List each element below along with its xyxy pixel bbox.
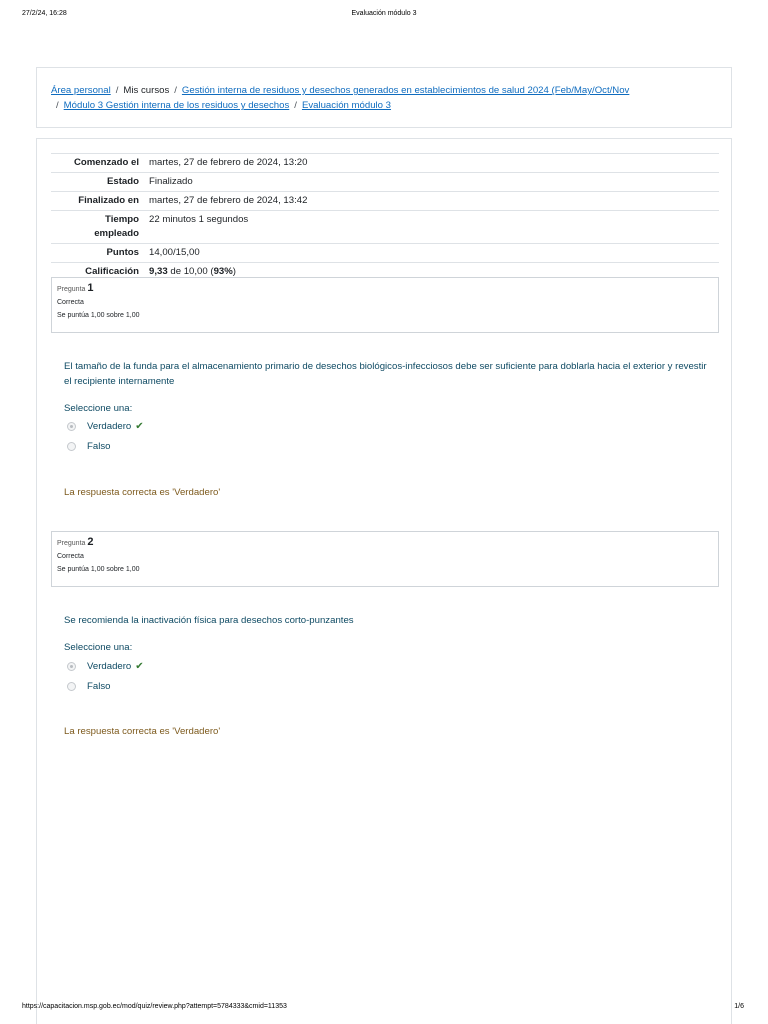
summary-value: 22 minutos 1 segundos — [149, 214, 249, 225]
page-number: 1/6 — [734, 1003, 744, 1010]
answer-option-label: Falso — [87, 440, 111, 452]
summary-value: martes, 27 de febrero de 2024, 13:42 — [149, 195, 308, 206]
answer-option[interactable] — [67, 439, 110, 453]
answer-option-label: Verdadero — [87, 660, 132, 672]
question-state: Correcta — [57, 553, 84, 560]
breadcrumb-separator: / — [56, 100, 59, 111]
question-number: 2 — [87, 536, 94, 548]
breadcrumb-separator: / — [174, 85, 177, 96]
question-info-box — [51, 277, 719, 333]
question-info-box — [51, 531, 719, 587]
radio-button[interactable] — [67, 422, 76, 431]
answer-option[interactable] — [67, 419, 144, 433]
summary-label: Estado — [107, 176, 139, 187]
print-footer — [0, 1003, 768, 1015]
summary-label-line2: empleado — [94, 228, 139, 239]
question-label: Pregunta — [57, 540, 86, 547]
attempt-summary-table — [51, 153, 719, 282]
summary-row-state — [51, 173, 719, 192]
answer-option-label: Falso — [87, 680, 111, 692]
question-mark: Se puntúa 1,00 sobre 1,00 — [57, 566, 140, 573]
answer-option-label: Verdadero — [87, 420, 132, 432]
print-date: 27/2/24, 16:28 — [22, 10, 67, 17]
print-url: https://capacitacion.msp.gob.ec/mod/quiz/review.php?attempt=5784333&cmid=11353 — [22, 1003, 287, 1010]
grade-of-text: de 10,00 ( — [167, 266, 214, 277]
summary-label: Calificación — [85, 266, 139, 277]
breadcrumb-separator: / — [115, 85, 119, 96]
print-title: Evaluación módulo 3 — [351, 10, 417, 17]
question-text: El tamaño de la funda para el almacenamiento primario de desechos biológicos-infecciosos debe ser suficiente para doblarla hacia el exterior y revestir el recipiente internamente — [64, 361, 707, 387]
question-mark: Se puntúa 1,00 sobre 1,00 — [57, 312, 140, 319]
question-number: 1 — [87, 282, 94, 294]
summary-value: Finalizado — [149, 176, 193, 187]
summary-label-line1: Tiempo — [105, 214, 139, 225]
answer-prompt: Seleccione una: — [64, 403, 133, 414]
breadcrumb-course-link[interactable]: Gestión interna de residuos y desechos generados en establecimientos de salud 2024 (Feb/May/Oct/Nov — [181, 85, 630, 96]
answer-prompt: Seleccione una: — [64, 642, 133, 653]
correct-answer-feedback: La respuesta correcta es 'Verdadero' — [64, 726, 221, 737]
correct-answer-feedback: La respuesta correcta es 'Verdadero' — [64, 487, 221, 498]
quiz-review-region — [36, 138, 732, 1024]
radio-button[interactable] — [67, 662, 76, 671]
answer-option[interactable] — [67, 679, 110, 693]
answer-option[interactable] — [67, 659, 144, 673]
checkmark-icon: ✔ — [135, 660, 144, 672]
summary-row-finished — [51, 192, 719, 211]
summary-row-started — [51, 154, 719, 173]
grade-close: ) — [232, 266, 236, 277]
summary-label: Puntos — [106, 247, 139, 258]
breadcrumb-quiz-link[interactable]: Evaluación módulo 3 — [301, 100, 392, 111]
summary-value: martes, 27 de febrero de 2024, 13:20 — [149, 157, 308, 168]
summary-value: 14,00/15,00 — [149, 247, 200, 258]
radio-button[interactable] — [67, 682, 76, 691]
summary-label: Comenzado el — [73, 157, 139, 168]
breadcrumb-home-link[interactable]: Área personal — [51, 85, 111, 96]
grade-percent: 93% — [213, 266, 233, 277]
summary-row-time-taken — [51, 211, 719, 244]
question-label: Pregunta — [57, 286, 86, 293]
summary-row-marks — [51, 244, 719, 263]
breadcrumb-separator: / — [294, 100, 297, 111]
breadcrumb-module-link[interactable]: Módulo 3 Gestión interna de los residuos y desechos — [63, 100, 290, 111]
question-text: Se recomienda la inactivación física para desechos corto-punzantes — [64, 615, 354, 626]
breadcrumb — [36, 67, 732, 128]
print-header — [0, 10, 768, 22]
question-state: Correcta — [57, 299, 84, 306]
summary-label — [51, 211, 149, 244]
breadcrumb-my-courses: Mis cursos — [123, 85, 170, 96]
checkmark-icon: ✔ — [135, 420, 144, 432]
radio-button[interactable] — [67, 442, 76, 451]
grade-score: 9,33 — [149, 266, 168, 277]
summary-label: Finalizado en — [78, 195, 139, 206]
